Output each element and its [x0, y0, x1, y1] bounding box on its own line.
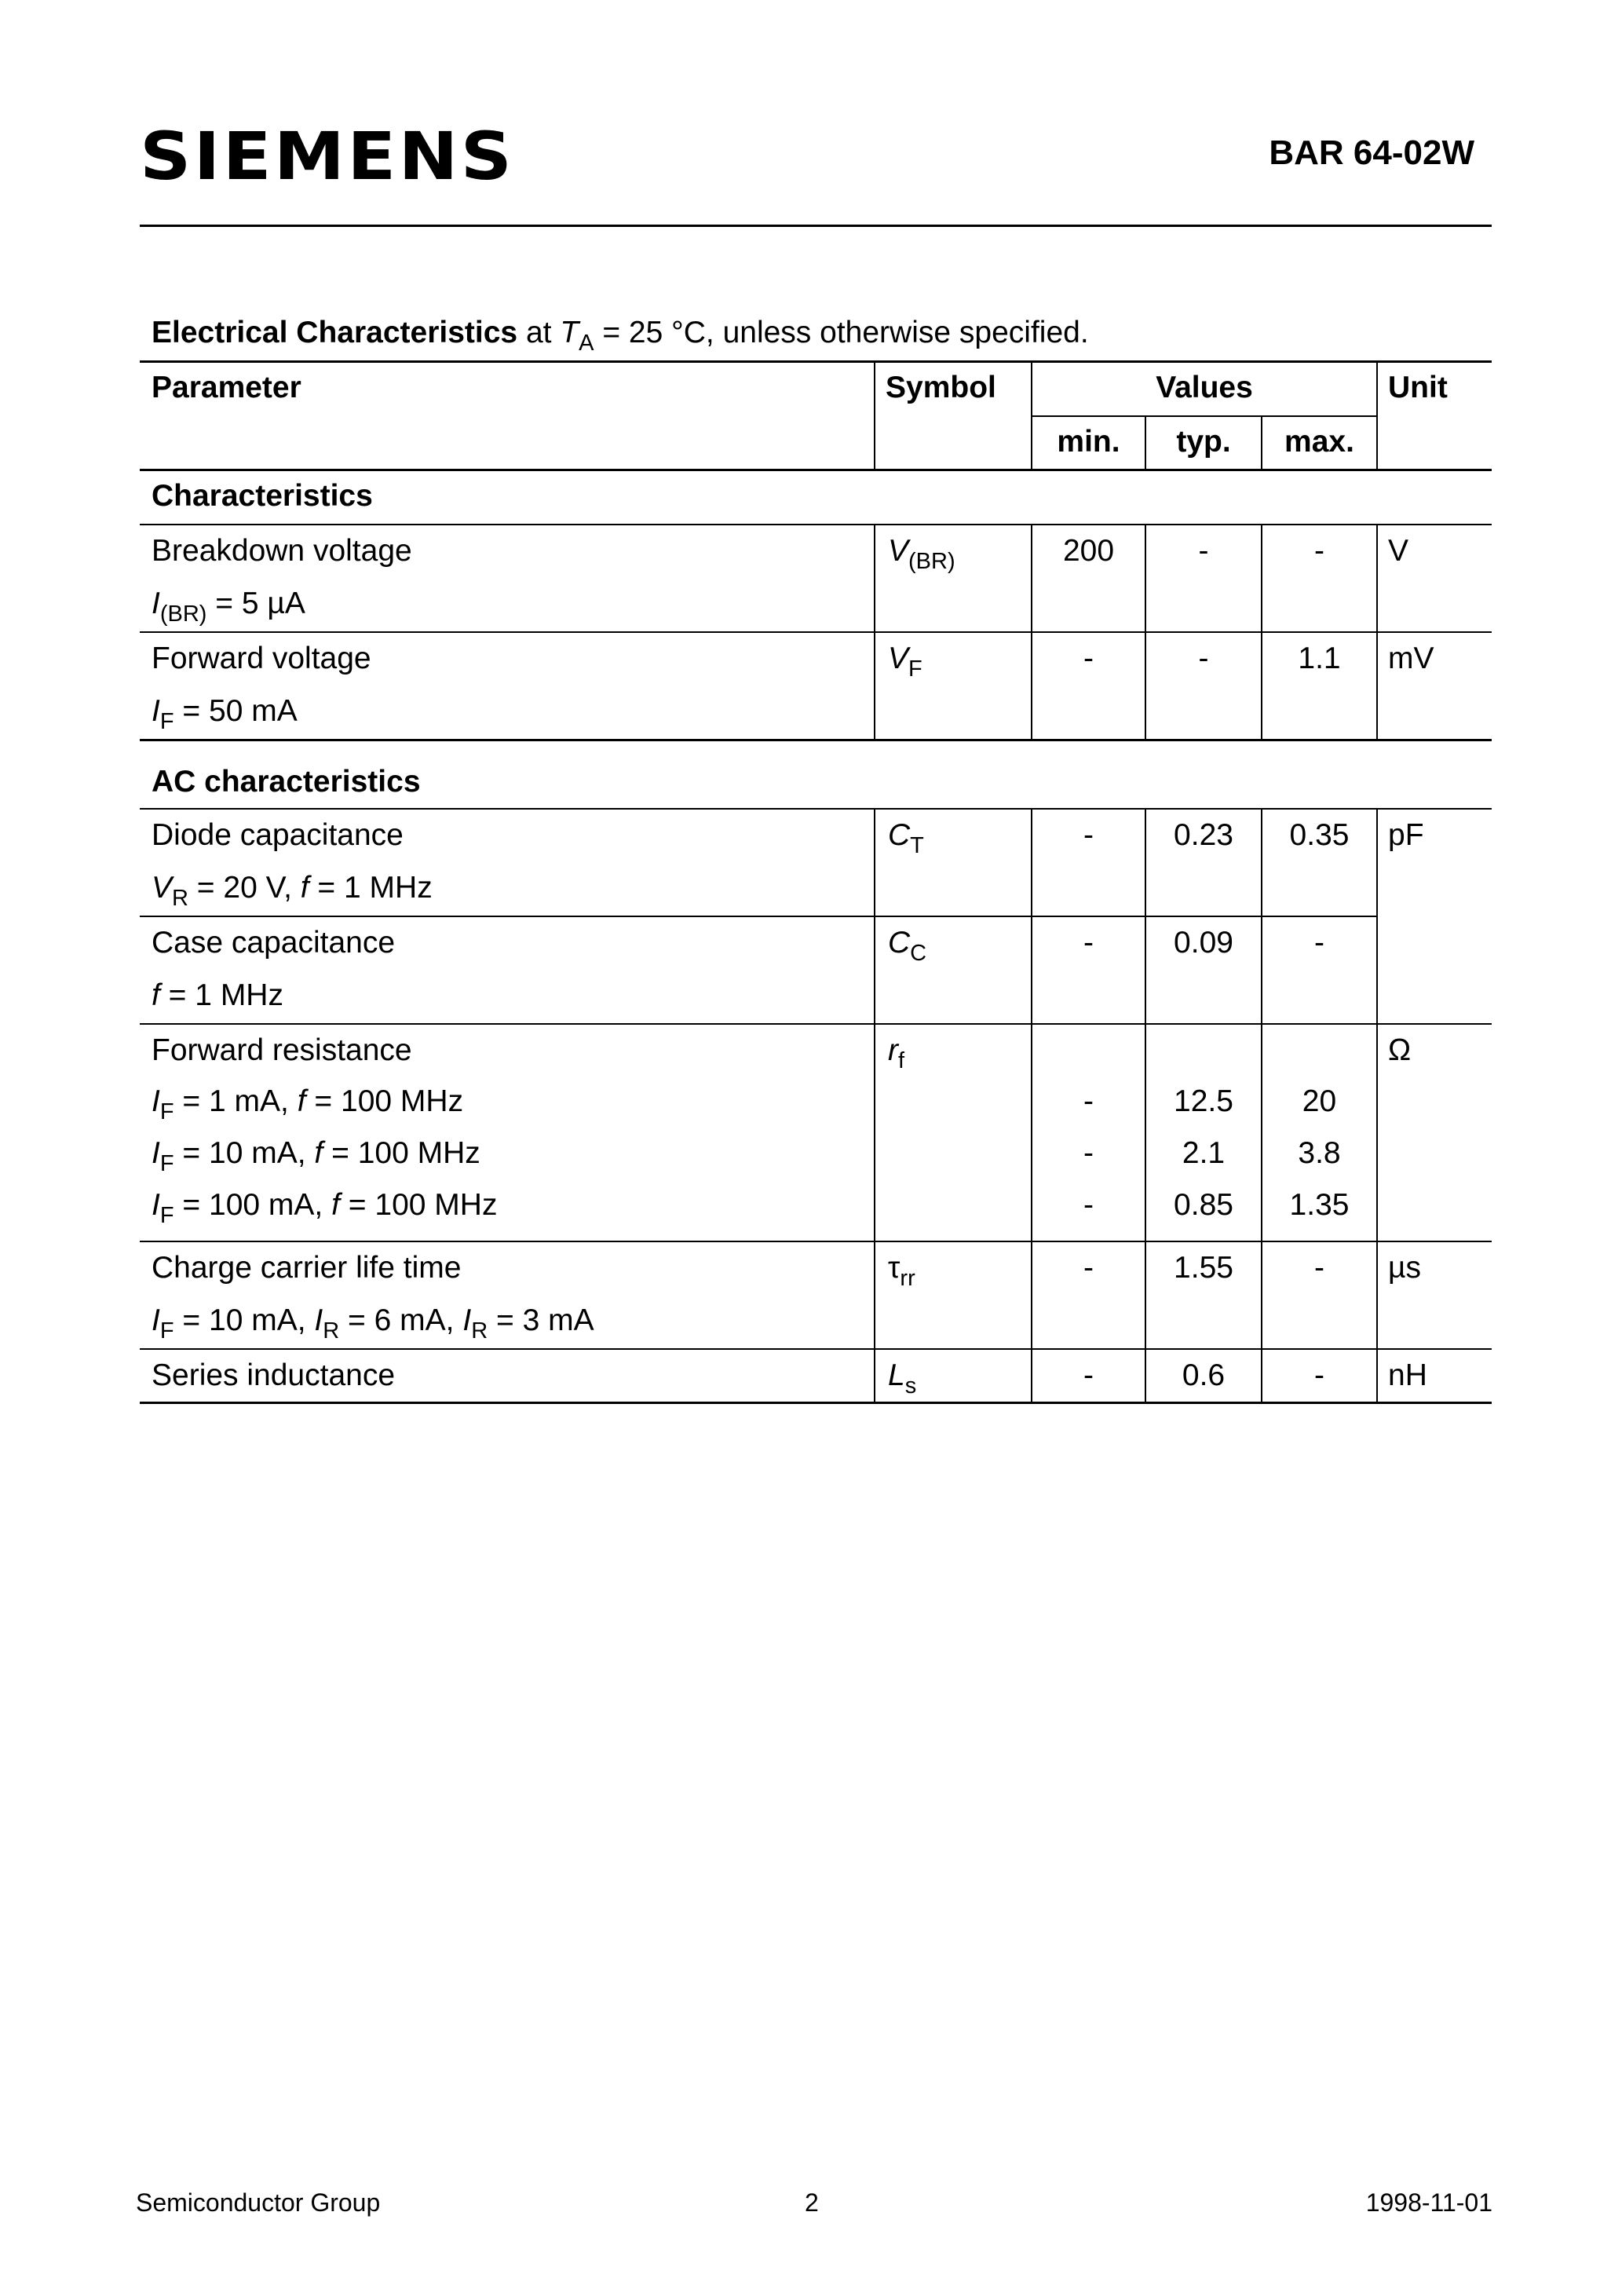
forward-resistance-symbol: $r_f$ — [888, 1033, 905, 1073]
breakdown-voltage-max: - — [1314, 534, 1324, 568]
caption-title: Electrical Characteristics — [152, 316, 518, 349]
header-rule — [140, 225, 1492, 227]
forward-resistance-unit: Ω — [1388, 1033, 1412, 1067]
forward-resistance-min: - — [1083, 1136, 1094, 1170]
header-min: min. — [1057, 425, 1120, 459]
charge-carrier-unit: µs — [1388, 1251, 1421, 1285]
breakdown-voltage-symbol: $V_{(BR)}$ — [888, 534, 955, 574]
forward-resistance-condition: $I_F = 10$ mA, f = 100 MHz — [152, 1136, 480, 1176]
forward-voltage-unit: mV — [1388, 642, 1434, 675]
header-typ: typ. — [1176, 425, 1231, 459]
forward-voltage-label: Forward voltage — [152, 642, 371, 675]
section-characteristics: Characteristics — [152, 479, 373, 513]
case-capacitance-min: - — [1083, 926, 1094, 960]
diode-capacitance-min: - — [1083, 818, 1094, 852]
case-capacitance-symbol: $C_C$ — [888, 926, 927, 966]
header-values: Values — [1156, 371, 1253, 404]
case-capacitance-max: - — [1314, 926, 1324, 960]
breakdown-voltage-typ: - — [1198, 534, 1209, 568]
charge-carrier-typ: 1.55 — [1174, 1251, 1233, 1285]
forward-resistance-max: 1.35 — [1289, 1188, 1350, 1222]
forward-resistance-min: - — [1083, 1188, 1094, 1222]
diode-capacitance-label: Diode capacitance — [152, 818, 404, 852]
forward-resistance-typ: 12.5 — [1174, 1084, 1233, 1118]
case-capacitance-typ: 0.09 — [1174, 926, 1233, 960]
charge-carrier-max: - — [1314, 1251, 1324, 1285]
header-symbol: Symbol — [886, 371, 996, 404]
forward-voltage-condition: $I_F = 50$ mA — [152, 694, 298, 734]
case-capacitance-condition: f = 1 MHz — [152, 978, 283, 1012]
footer-left: Semiconductor Group — [136, 2188, 381, 2217]
forward-voltage-min: - — [1083, 642, 1094, 675]
forward-resistance-max: 20 — [1302, 1084, 1337, 1118]
charge-carrier-label: Charge carrier life time — [152, 1251, 462, 1285]
forward-resistance-max: 3.8 — [1298, 1136, 1341, 1170]
footer-date: 1998-11-01 — [1365, 2188, 1492, 2217]
forward-voltage-typ: - — [1198, 642, 1209, 675]
diode-capacitance-unit: pF — [1388, 818, 1424, 852]
series-inductance-min: - — [1083, 1358, 1094, 1392]
page-number: 2 — [805, 2188, 819, 2217]
forward-resistance-min: - — [1083, 1084, 1094, 1118]
table-caption: Electrical Characteristics at $T_A = 25$ °C, unless otherwise specified. — [152, 316, 1089, 356]
forward-resistance-label: Forward resistance — [152, 1033, 412, 1067]
forward-resistance-condition: $I_F = 100$ mA, f = 100 MHz — [152, 1188, 498, 1228]
diode-capacitance-max: 0.35 — [1289, 818, 1350, 852]
diode-capacitance-symbol: $C_T$ — [888, 818, 924, 858]
forward-voltage-max: 1.1 — [1298, 642, 1341, 675]
breakdown-voltage-unit: V — [1388, 534, 1409, 568]
part-number: BAR 64-02W — [1269, 133, 1474, 172]
charge-carrier-min: - — [1083, 1251, 1094, 1285]
forward-resistance-typ: 2.1 — [1182, 1136, 1226, 1170]
diode-capacitance-condition: $V_R = 20$ V, f = 1 MHz — [152, 871, 433, 911]
forward-resistance-typ: 0.85 — [1174, 1188, 1233, 1222]
section-ac-characteristics: AC characteristics — [152, 765, 421, 799]
header-unit: Unit — [1388, 371, 1448, 404]
breakdown-voltage-label: Breakdown voltage — [152, 534, 412, 568]
charge-carrier-symbol: $\tau_{rr}$ — [888, 1251, 915, 1291]
series-inductance-typ: 0.6 — [1182, 1358, 1226, 1392]
breakdown-voltage-min: 200 — [1062, 534, 1115, 568]
case-capacitance-label: Case capacitance — [152, 926, 396, 960]
diode-capacitance-typ: 0.23 — [1174, 818, 1233, 852]
forward-resistance-condition: $I_F = 1$ mA, f = 100 MHz — [152, 1084, 464, 1124]
series-inductance-max: - — [1314, 1358, 1324, 1392]
breakdown-voltage-condition: $I_{(BR)} = 5$ µA — [152, 587, 305, 627]
header-parameter: Parameter — [152, 371, 301, 404]
series-inductance-unit: nH — [1388, 1358, 1427, 1392]
series-inductance-symbol: $L_s$ — [888, 1358, 917, 1398]
siemens-logo: SIEMENS — [140, 118, 515, 195]
charge-carrier-condition: $I_F = 10$ mA, $I_R = 6$ mA, $I_R = 3$ mA — [152, 1303, 594, 1344]
series-inductance-label: Series inductance — [152, 1358, 396, 1392]
header-max: max. — [1284, 425, 1354, 459]
forward-voltage-symbol: $V_F$ — [888, 642, 922, 682]
